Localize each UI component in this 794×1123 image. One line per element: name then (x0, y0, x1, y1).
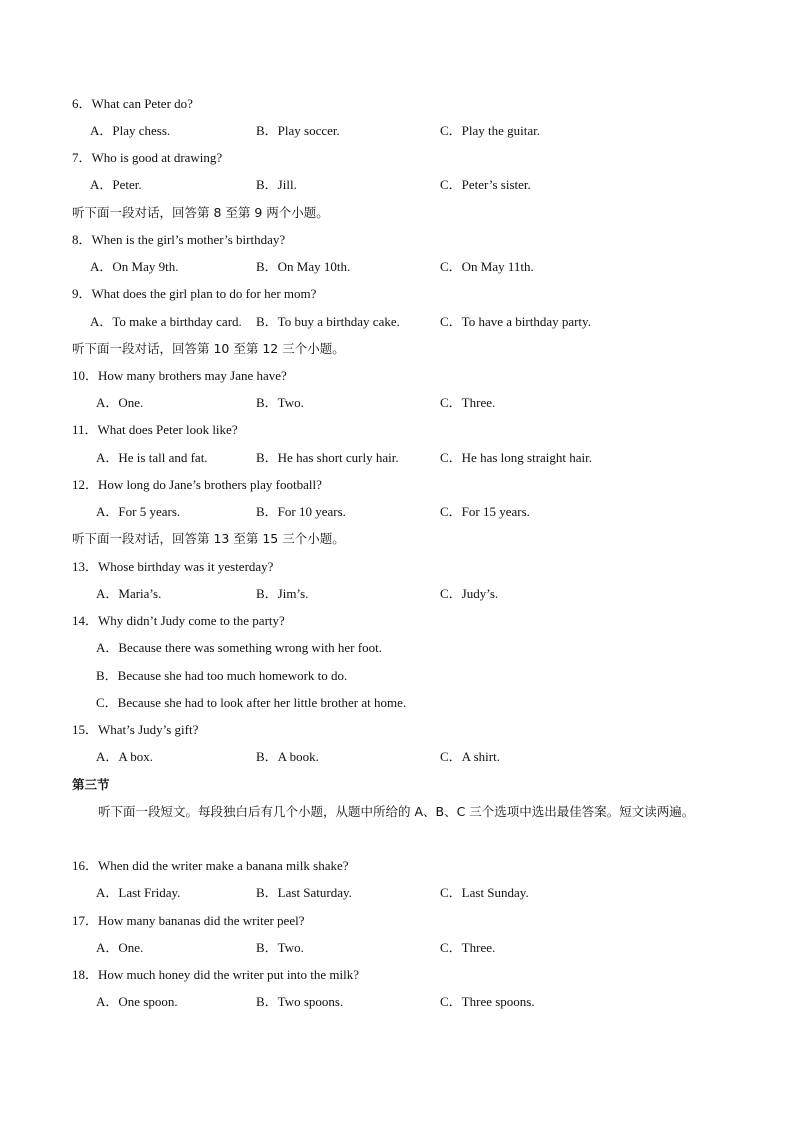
option-c: C．Three. (440, 395, 496, 410)
question-15: 15．What’s Judy’s gift? (72, 722, 199, 737)
instruction-dialog-10-12: 听下面一段对话，回答第 10 至第 12 三个小题。 (72, 341, 345, 356)
option-c: C．For 15 years. (440, 504, 530, 519)
option-a: A．On May 9th. (90, 259, 179, 274)
option-c: C．To have a birthday party. (440, 314, 591, 329)
question-10: 10．How many brothers may Jane have? (72, 368, 287, 383)
option-c: C．He has long straight hair. (440, 450, 593, 465)
question-18: 18．How much honey did the writer put into the milk? (72, 967, 360, 982)
option-a: A．For 5 years. (96, 504, 181, 519)
option-c: C．Because she had to look after her little brother at home. (96, 695, 407, 710)
option-c: C．On May 11th. (440, 259, 534, 274)
question-8: 8．When is the girl’s mother’s birthday? (72, 232, 286, 247)
option-c: C．A shirt. (440, 749, 500, 764)
option-b: B．Because she had too much homework to do. (96, 668, 348, 683)
option-a: A．Maria’s. (96, 586, 162, 601)
option-c: C．Last Sunday. (440, 885, 529, 900)
option-b: B．To buy a birthday cake. (256, 314, 400, 329)
option-a: A．Play chess. (90, 123, 171, 138)
option-c: C．Peter’s sister. (440, 177, 531, 192)
question-14: 14．Why didn’t Judy come to the party? (72, 613, 285, 628)
option-c: C．Three. (440, 940, 496, 955)
section-heading: 第三节 (72, 777, 110, 792)
option-b: B．On May 10th. (256, 259, 351, 274)
option-a: A．He is tall and fat. (96, 450, 208, 465)
instruction-dialog-13-15: 听下面一段对话，回答第 13 至第 15 三个小题。 (72, 531, 345, 546)
question-13: 13．Whose birthday was it yesterday? (72, 559, 274, 574)
section-instruction: 听下面一段短文。每段独白后有几个小题，从题中所给的 A、B、C 三个选项中选出最佳答案。短文读两遍。 (98, 804, 695, 819)
question-16: 16．When did the writer make a banana milk shake? (72, 858, 349, 873)
option-a: A．A box. (96, 749, 154, 764)
option-a: A．To make a birthday card. (90, 314, 242, 329)
option-b: B．He has short curly hair. (256, 450, 399, 465)
option-b: B．A book. (256, 749, 319, 764)
option-b: B．Jim’s. (256, 586, 309, 601)
question-11: 11．What does Peter look like? (72, 422, 238, 437)
question-9: 9．What does the girl plan to do for her mom? (72, 286, 317, 301)
option-b: B．Two. (256, 940, 304, 955)
option-a: A．One. (96, 940, 144, 955)
option-c: C．Three spoons. (440, 994, 535, 1009)
question-7: 7．Who is good at drawing? (72, 150, 223, 165)
question-6: 6．What can Peter do? (72, 96, 193, 111)
option-c: C．Judy’s. (440, 586, 499, 601)
option-a: A．Peter. (90, 177, 142, 192)
option-a: A．One. (96, 395, 144, 410)
question-12: 12．How long do Jane’s brothers play football? (72, 477, 322, 492)
option-c: C．Play the guitar. (440, 123, 541, 138)
option-b: B．Jill. (256, 177, 297, 192)
option-a: A．Last Friday. (96, 885, 181, 900)
option-b: B．Play soccer. (256, 123, 340, 138)
option-a: A．One spoon. (96, 994, 178, 1009)
option-b: B．For 10 years. (256, 504, 346, 519)
instruction-dialog-8-9: 听下面一段对话，回答第 8 至第 9 两个小题。 (72, 205, 329, 220)
option-a: A．Because there was something wrong with her foot. (96, 640, 382, 655)
option-b: B．Last Saturday. (256, 885, 352, 900)
question-17: 17．How many bananas did the writer peel? (72, 913, 305, 928)
option-b: B．Two spoons. (256, 994, 344, 1009)
option-b: B．Two. (256, 395, 304, 410)
